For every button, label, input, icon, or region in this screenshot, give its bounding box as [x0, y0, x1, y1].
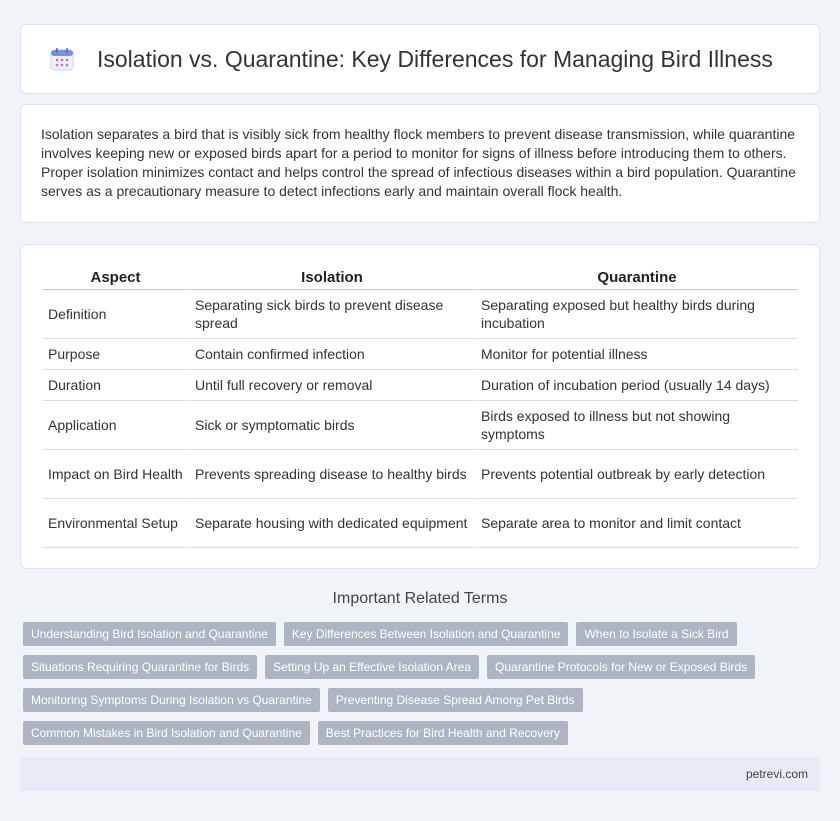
related-term-tag[interactable]: Setting Up an Effective Isolation Area: [265, 655, 479, 679]
related-term-tag[interactable]: Situations Requiring Quarantine for Birds: [23, 655, 257, 679]
table-row: [43, 370, 798, 401]
table-cell: Sick or symptomatic birds: [188, 401, 474, 450]
tag-row: [23, 622, 823, 646]
table-row: [43, 450, 798, 499]
header-isolation: Isolation: [188, 265, 474, 290]
table-cell: Prevents potential outbreak by early detection: [474, 450, 798, 499]
related-term-tag[interactable]: Quarantine Protocols for New or Exposed Birds: [487, 655, 755, 679]
table-row: [43, 339, 798, 370]
table-cell: Separating exposed but healthy birds during incubation: [474, 290, 798, 339]
comparison-table: [43, 265, 798, 548]
table-cell: Until full recovery or removal: [188, 370, 474, 401]
table-cell: Duration of incubation period (usually 14 days): [474, 370, 798, 401]
table-cell: Duration: [43, 370, 188, 401]
header-card: [20, 24, 820, 94]
related-term-tag[interactable]: Preventing Disease Spread Among Pet Birds: [328, 688, 583, 712]
tag-row: [23, 655, 823, 679]
calendar-icon: [49, 46, 75, 72]
related-term-tag[interactable]: Monitoring Symptoms During Isolation vs Quarantine: [23, 688, 320, 712]
table-cell: Contain confirmed infection: [188, 339, 474, 370]
footer: [20, 757, 820, 791]
tag-row: [23, 688, 823, 712]
intro-card: [20, 104, 820, 223]
related-term-tag[interactable]: Common Mistakes in Bird Isolation and Quarantine: [23, 721, 310, 745]
table-cell: Application: [43, 401, 188, 450]
table-cell: Separate area to monitor and limit contact: [474, 499, 798, 548]
related-term-tag[interactable]: Key Differences Between Isolation and Quarantine: [284, 622, 569, 646]
table-cell: Monitor for potential illness: [474, 339, 798, 370]
table-cell: Purpose: [43, 339, 188, 370]
table-cell: Prevents spreading disease to healthy birds: [188, 450, 474, 499]
table-cell: Separating sick birds to prevent disease spread: [188, 290, 474, 339]
related-terms-tags: [23, 622, 823, 754]
page-title: Isolation vs. Quarantine: Key Differences for Managing Bird Illness: [97, 45, 773, 72]
table-cell: Birds exposed to illness but not showing symptoms: [474, 401, 798, 450]
comparison-table-card: [20, 244, 820, 569]
tag-row: [23, 721, 823, 745]
table-row: [43, 290, 798, 339]
table-cell: Separate housing with dedicated equipment: [188, 499, 474, 548]
table-cell: Environmental Setup: [43, 499, 188, 548]
table-cell: Definition: [43, 290, 188, 339]
footer-site-link[interactable]: petrevi.com: [745, 767, 808, 781]
related-term-tag[interactable]: Understanding Bird Isolation and Quarantine: [23, 622, 276, 646]
table-row: [43, 401, 798, 450]
header-quarantine: Quarantine: [474, 265, 798, 290]
related-term-tag[interactable]: Best Practices for Bird Health and Recovery: [318, 721, 568, 745]
related-terms-title: Important Related Terms: [332, 590, 508, 607]
intro-text: Isolation separates a bird that is visibly sick from healthy flock members to prevent disease transmission, while quarantine involves keeping new or exposed birds apart for a period to monitor for signs of illness before introducing them to others. Proper isolation minimizes contact and helps control the spread of infectious diseases within a bird population. Quarantine serves as a precautionary measure to detect infections early and maintain overall flock health.: [41, 126, 796, 199]
header-aspect: Aspect: [43, 265, 188, 290]
table-row: [43, 499, 798, 548]
table-cell: Impact on Bird Health: [43, 450, 188, 499]
table-header-row: [43, 265, 798, 290]
related-term-tag[interactable]: When to Isolate a Sick Bird: [576, 622, 736, 646]
